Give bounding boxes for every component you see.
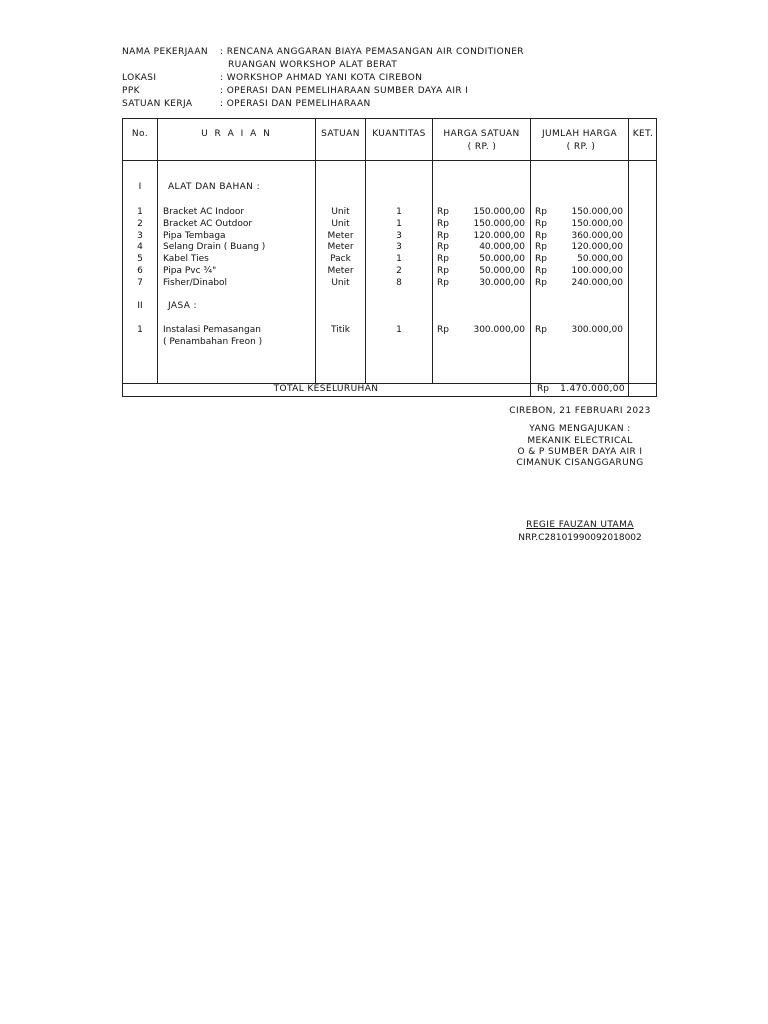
header-value-lokasi: : WORKSHOP AHMAD YANI KOTA CIREBON <box>220 73 423 83</box>
row-uraian-line2: ( Penambahan Freon ) <box>163 337 263 347</box>
row-currency: Rp <box>437 254 449 264</box>
signer-name: REGIE FAUZAN UTAMA <box>526 520 634 530</box>
row-uraian: Bracket AC Indoor <box>163 207 245 217</box>
header-value-ppk: : OPERASI DAN PEMELIHARAAN SUMBER DAYA AIR I <box>220 86 469 96</box>
row-uraian: Fisher/Dinabol <box>163 278 228 288</box>
header-label-satuan-kerja: SATUAN KERJA <box>122 99 193 109</box>
total-currency: Rp <box>537 384 549 394</box>
row-jumlah-harga: 240.000,00 <box>571 278 623 288</box>
row-kuantitas: 3 <box>396 231 402 241</box>
row-satuan: Meter <box>327 231 354 241</box>
row-currency: Rp <box>535 242 547 252</box>
total-value: 1.470.000,00 <box>560 384 625 394</box>
header-label-ppk: PPK <box>122 86 140 96</box>
row-satuan: Meter <box>327 242 354 252</box>
section-title: ALAT DAN BAHAN : <box>168 182 260 192</box>
row-satuan: Pack <box>330 254 351 264</box>
row-kuantitas: 1 <box>396 219 402 229</box>
row-no: 5 <box>137 254 143 264</box>
row-jumlah-harga: 300.000,00 <box>571 325 623 335</box>
row-no: 2 <box>137 219 143 229</box>
header-value-satuan-kerja: : OPERASI DAN PEMELIHARAAN <box>220 99 371 109</box>
row-uraian: Selang Drain ( Buang ) <box>163 242 266 252</box>
row-kuantitas: 8 <box>396 278 402 288</box>
row-no: 1 <box>137 207 143 217</box>
row-kuantitas: 1 <box>396 254 402 264</box>
table-header-divider <box>122 160 657 161</box>
row-no: 7 <box>137 278 143 288</box>
header-jumlah-harga-unit: ( RP. ) <box>566 142 596 152</box>
signature-line: MEKANIK ELECTRICAL <box>527 436 633 446</box>
row-kuantitas: 2 <box>396 266 402 276</box>
row-jumlah-harga: 150.000,00 <box>571 219 623 229</box>
header-harga-satuan-unit: ( RP. ) <box>467 142 497 152</box>
table-border-right <box>656 118 657 397</box>
row-currency: Rp <box>535 325 547 335</box>
row-currency: Rp <box>437 231 449 241</box>
row-uraian: Pipa Pvc ¾" <box>163 266 217 276</box>
row-harga-satuan: 150.000,00 <box>473 219 525 229</box>
row-harga-satuan: 120.000,00 <box>473 231 525 241</box>
header-value-nama-pekerjaan: : RENCANA ANGGARAN BIAYA PEMASANGAN AIR CONDITIONER <box>220 47 524 57</box>
table-border-bottom <box>122 396 657 397</box>
signature-line: YANG MENGAJUKAN : <box>529 424 631 434</box>
section-number: II <box>137 301 143 311</box>
row-kuantitas: 1 <box>396 207 402 217</box>
signature-line: O & P SUMBER DAYA AIR I <box>517 447 643 457</box>
row-satuan: Unit <box>331 219 350 229</box>
row-currency: Rp <box>437 325 449 335</box>
row-satuan: Unit <box>331 207 350 217</box>
row-currency: Rp <box>535 207 547 217</box>
column-divider-harga-satuan <box>530 118 531 397</box>
column-divider-kuantitas <box>432 118 433 384</box>
section-number: I <box>138 182 142 192</box>
row-kuantitas: 1 <box>396 325 402 335</box>
row-currency: Rp <box>535 278 547 288</box>
row-currency: Rp <box>535 254 547 264</box>
row-uraian: Pipa Tembaga <box>163 231 226 241</box>
header-uraian: U R A I A N <box>201 129 272 139</box>
row-no: 1 <box>137 325 143 335</box>
total-label: TOTAL KESELURUHAN <box>273 384 379 394</box>
row-satuan: Titik <box>331 325 350 335</box>
place-date: CIREBON, 21 FEBRUARI 2023 <box>509 406 651 416</box>
row-harga-satuan: 30.000,00 <box>479 278 525 288</box>
row-harga-satuan: 50.000,00 <box>479 266 525 276</box>
row-satuan: Unit <box>331 278 350 288</box>
row-currency: Rp <box>535 266 547 276</box>
header-kuantitas: KUANTITAS <box>372 129 426 139</box>
row-harga-satuan: 150.000,00 <box>473 207 525 217</box>
row-kuantitas: 3 <box>396 242 402 252</box>
header-harga-satuan: HARGA SATUAN <box>443 129 520 139</box>
row-jumlah-harga: 120.000,00 <box>571 242 623 252</box>
row-currency: Rp <box>437 278 449 288</box>
row-currency: Rp <box>535 231 547 241</box>
header-satuan: SATUAN <box>321 129 360 139</box>
row-jumlah-harga: 360.000,00 <box>571 231 623 241</box>
row-currency: Rp <box>437 266 449 276</box>
row-no: 6 <box>137 266 143 276</box>
column-divider-jumlah-harga <box>628 118 629 397</box>
header-label-nama-pekerjaan: NAMA PEKERJAAN <box>122 47 209 57</box>
row-harga-satuan: 50.000,00 <box>479 254 525 264</box>
section-title: JASA : <box>168 301 197 311</box>
signature-line: CIMANUK CISANGGARUNG <box>516 458 644 468</box>
row-no: 3 <box>137 231 143 241</box>
header-no: No. <box>131 129 149 139</box>
table-border-top <box>122 118 657 119</box>
row-jumlah-harga: 50.000,00 <box>577 254 623 264</box>
row-no: 4 <box>137 242 143 252</box>
row-jumlah-harga: 100.000,00 <box>571 266 623 276</box>
header-jumlah-harga: JUMLAH HARGA <box>541 129 618 139</box>
row-currency: Rp <box>535 219 547 229</box>
header-value-nama-pekerjaan-line2: RUANGAN WORKSHOP ALAT BERAT <box>228 60 398 70</box>
row-currency: Rp <box>437 207 449 217</box>
row-currency: Rp <box>437 219 449 229</box>
row-currency: Rp <box>437 242 449 252</box>
row-satuan: Meter <box>327 266 354 276</box>
row-harga-satuan: 40.000,00 <box>479 242 525 252</box>
row-uraian: Instalasi Pemasangan <box>163 325 261 335</box>
header-label-lokasi: LOKASI <box>122 73 157 83</box>
row-uraian: Bracket AC Outdoor <box>163 219 253 229</box>
header-ket: KET. <box>632 129 654 139</box>
row-harga-satuan: 300.000,00 <box>473 325 525 335</box>
row-jumlah-harga: 150.000,00 <box>571 207 623 217</box>
signer-nrp: NRP.C28101990092018002 <box>518 533 642 543</box>
row-uraian: Kabel Ties <box>163 254 209 264</box>
